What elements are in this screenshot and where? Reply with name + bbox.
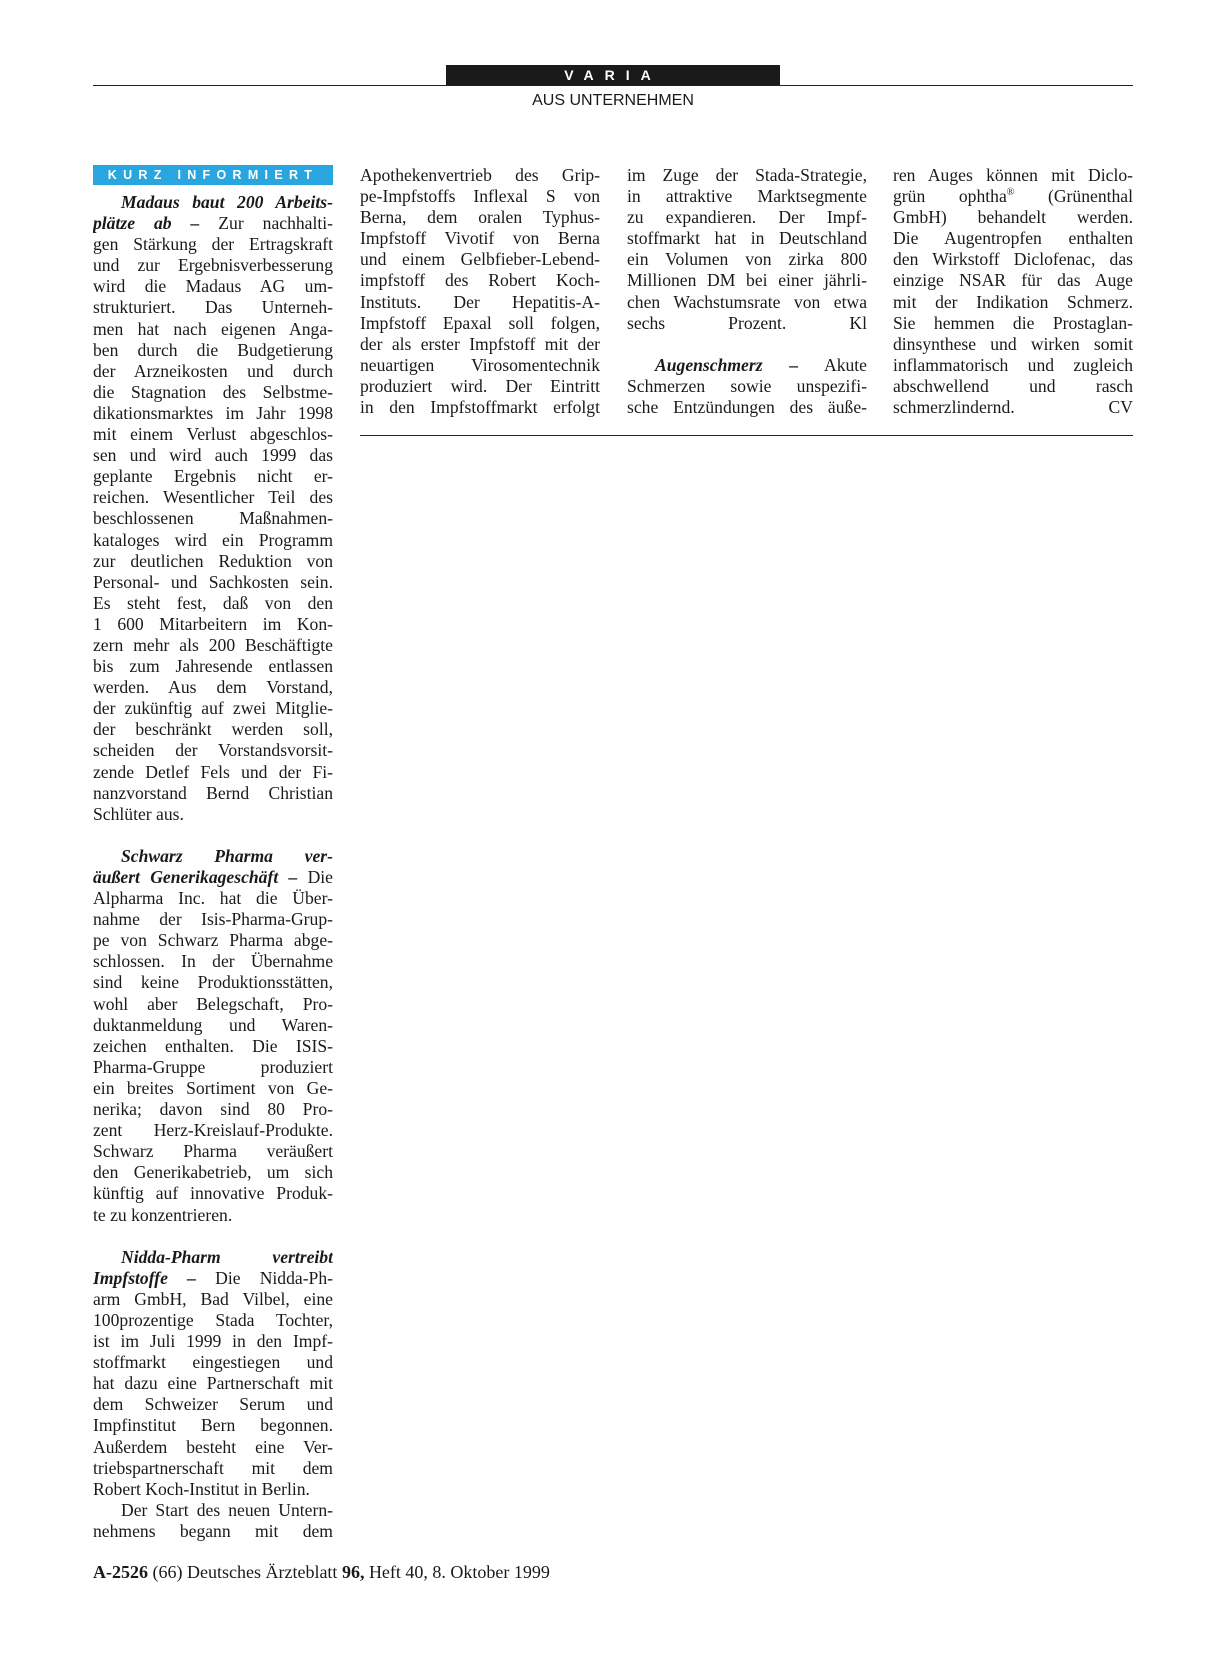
author-initials: Kl xyxy=(849,312,867,333)
body-run: grün ophtha® (Grünenthal xyxy=(893,186,1133,207)
text-line xyxy=(93,1162,333,1183)
body-run: in attraktive Marktsegmente xyxy=(627,186,867,207)
text-line xyxy=(627,165,867,186)
body-run: ein Volumen von zirka 800 xyxy=(627,249,867,270)
body-run: zern mehr als 200 Beschäftigte xyxy=(93,634,333,655)
text-line xyxy=(93,1352,333,1373)
headline-run: Augenschmerz – xyxy=(655,354,799,375)
body-run: der zukünftig auf zwei Mitglie- xyxy=(93,698,333,719)
body-run: im Zuge der Stada-Strategie, xyxy=(627,165,867,185)
text-line xyxy=(93,361,333,382)
body-run: nahme der Isis-Pharma-Grup- xyxy=(93,909,333,930)
footer-issue: Heft 40, 8. Oktober 1999 xyxy=(368,1562,550,1582)
body-run: 1 600 Mitarbeitern im Kon- xyxy=(93,613,333,634)
text-line xyxy=(93,783,333,804)
text-line xyxy=(360,313,600,334)
column-2 xyxy=(360,165,600,418)
body-run: Schlüter aus. xyxy=(93,803,184,824)
text-line xyxy=(93,1289,333,1310)
body-run: Sie hemmen die Prostaglan- xyxy=(893,312,1133,333)
body-run: schmerzlindernd. xyxy=(893,397,1015,418)
subsection-title: AUS UNTERNEHMEN xyxy=(532,92,694,109)
body-run: zende Detlef Fels und der Fi- xyxy=(93,761,333,782)
body-run: und zur Ergebnisverbesserung xyxy=(93,255,333,276)
header-rule xyxy=(93,85,1133,86)
text-line xyxy=(93,508,333,529)
column-4 xyxy=(893,165,1133,418)
body-run: Impfinstitut Bern begonnen. xyxy=(93,1415,333,1436)
kurz-informiert-label: KURZ INFORMIERT xyxy=(93,165,333,185)
body-run: Impfstoff Epaxal soll folgen, xyxy=(360,312,600,333)
text-line xyxy=(93,319,333,340)
text-line xyxy=(93,1437,333,1458)
body-run: reichen. Wesentlicher Teil des xyxy=(93,487,333,508)
text-line xyxy=(360,397,600,418)
text-line xyxy=(93,340,333,361)
text-line xyxy=(93,1373,333,1394)
body-run: strukturiert. Das Unterneh- xyxy=(93,297,333,318)
text-line xyxy=(93,1205,333,1226)
text-line xyxy=(893,376,1133,397)
body-run: einzige NSAR für das Auge xyxy=(893,270,1133,291)
body-run: neuartigen Virosomentechnik xyxy=(360,354,600,375)
body-run: Berna, dem oralen Typhus- xyxy=(360,207,600,228)
text-line xyxy=(93,593,333,614)
body-run: schlossen. In der Übernahme xyxy=(93,951,333,972)
body-run: den Wirkstoff Diclofenac, das xyxy=(893,249,1133,270)
body-run: dikationsmarktes im Jahr 1998 xyxy=(93,402,333,423)
body-run: GmbH) behandelt werden. xyxy=(893,207,1133,228)
body-run: den Generikabetrieb, um sich xyxy=(93,1162,333,1183)
text-line xyxy=(627,355,867,376)
text-line xyxy=(93,846,333,867)
headline-run: Impfstoffe – xyxy=(93,1267,196,1288)
text-line xyxy=(93,951,333,972)
body-run: chen Wachstumsrate von etwa xyxy=(627,291,867,312)
body-run: Millionen DM bei einer jährli- xyxy=(627,270,867,291)
text-line xyxy=(93,1310,333,1331)
body-run: produziert wird. Der Eintritt xyxy=(360,375,600,396)
headline-run: Schwarz Pharma ver- xyxy=(121,845,333,866)
text-line xyxy=(93,740,333,761)
text-line xyxy=(893,207,1133,228)
body-run: sen und wird auch 1999 das xyxy=(93,445,333,466)
body-run: wohl aber Belegschaft, Pro- xyxy=(93,993,333,1014)
text-line xyxy=(93,234,333,255)
text-line xyxy=(93,1479,333,1500)
footer-volume: 96, xyxy=(341,1562,365,1582)
text-line xyxy=(627,270,867,291)
text-line xyxy=(93,276,333,297)
text-line xyxy=(627,313,867,334)
text-line xyxy=(93,297,333,318)
text-line xyxy=(93,698,333,719)
text-line xyxy=(93,1331,333,1352)
body-run: pe-Impfstoffs Inflexal S von xyxy=(360,186,600,207)
body-run: gen Stärkung der Ertragskraft xyxy=(93,234,333,255)
body-run: Robert Koch-Institut in Berlin. xyxy=(93,1478,310,1499)
text-line xyxy=(360,249,600,270)
body-run: kataloges wird ein Programm xyxy=(93,529,333,550)
body-run: geplante Ergebnis nicht er- xyxy=(93,466,333,487)
text-line xyxy=(93,445,333,466)
text-line xyxy=(627,207,867,228)
author-initials: CV xyxy=(1108,397,1133,418)
text-line xyxy=(93,572,333,593)
body-run: Schwarz Pharma veräußert xyxy=(93,1141,333,1162)
body-run: dinsynthese und wirken somit xyxy=(893,333,1133,354)
text-line xyxy=(627,249,867,270)
text-line xyxy=(893,313,1133,334)
body-run: men hat nach eigenen Anga- xyxy=(93,318,333,339)
body-run: stoffmarkt eingestiegen und xyxy=(93,1352,333,1373)
body-run: ben durch die Budgetierung xyxy=(93,339,333,360)
text-line xyxy=(893,355,1133,376)
body-run: wird die Madaus AG um- xyxy=(93,276,333,297)
text-line xyxy=(893,186,1133,207)
text-line xyxy=(627,186,867,207)
text-line xyxy=(93,867,333,888)
column-1 xyxy=(93,165,333,1542)
headline-run: Nidda-Pharm vertreibt xyxy=(121,1246,333,1267)
text-line xyxy=(93,1394,333,1415)
body-run: ein breites Sortiment von Ge- xyxy=(93,1077,333,1098)
text-line xyxy=(93,930,333,951)
text-line xyxy=(93,972,333,993)
body-run: Impfstoff Vivotif von Berna xyxy=(360,228,600,249)
text-line xyxy=(93,403,333,424)
text-line xyxy=(93,614,333,635)
body-run: beschlossenen Maßnahmen- xyxy=(93,508,333,529)
body-run: dem Schweizer Serum und xyxy=(93,1394,333,1415)
body-run: Die Augentropfen enthalten xyxy=(893,228,1133,249)
headline-run: plätze ab – xyxy=(93,213,200,234)
body-run: der Arzneikosten und durch xyxy=(93,360,333,381)
text-line xyxy=(893,165,1133,186)
footer-journal: (66) Deutsches Ärzteblatt xyxy=(152,1562,338,1582)
body-run: arm GmbH, Bad Vilbel, eine xyxy=(93,1288,333,1309)
text-line xyxy=(360,228,600,249)
body-run: die Stagnation des Selbstme- xyxy=(93,381,333,402)
body-run: Die Nidda-Ph- xyxy=(195,1267,333,1288)
body-run: sind keine Produktionsstätten, xyxy=(93,972,333,993)
body-run: nerika; davon sind 80 Pro- xyxy=(93,1099,333,1120)
body-run: nanzvorstand Bernd Christian xyxy=(93,782,333,803)
text-line xyxy=(93,487,333,508)
text-line xyxy=(893,249,1133,270)
text-line xyxy=(93,192,333,213)
text-line xyxy=(360,186,600,207)
body-run: der als erster Impfstoff mit der xyxy=(360,333,600,354)
footer xyxy=(93,1562,550,1583)
text-line xyxy=(93,1458,333,1479)
body-run: Alpharma Inc. hat die Über- xyxy=(93,888,333,909)
text-line xyxy=(627,397,867,418)
text-line xyxy=(93,888,333,909)
headline-run: Madaus baut 200 Arbeits- xyxy=(121,192,333,212)
body-run: ist im Juli 1999 in den Impf- xyxy=(93,1331,333,1352)
body-run: künftig auf innovative Produk- xyxy=(93,1183,333,1204)
text-line xyxy=(93,1415,333,1436)
text-line xyxy=(893,270,1133,291)
body-run: duktanmeldung und Waren- xyxy=(93,1014,333,1035)
end-rule xyxy=(360,435,1133,436)
body-run: triebspartnerschaft mit dem xyxy=(93,1457,333,1478)
column-3 xyxy=(627,165,867,418)
body-run: Außerdem besteht eine Ver- xyxy=(93,1436,333,1457)
body-run: te zu konzentrieren. xyxy=(93,1204,233,1225)
body-run: nehmens begann mit dem xyxy=(93,1520,333,1541)
text-line xyxy=(93,213,333,234)
body-run: zent Herz-Kreislauf-Produkte. xyxy=(93,1120,333,1141)
text-line xyxy=(93,719,333,740)
text-line xyxy=(893,334,1133,355)
text-line xyxy=(93,1521,333,1542)
text-line xyxy=(627,228,867,249)
text-line xyxy=(93,1120,333,1141)
text-line xyxy=(93,909,333,930)
body-run: inflammatorisch und zugleich xyxy=(893,354,1133,375)
body-run: der beschränkt werden soll, xyxy=(93,719,333,740)
text-line xyxy=(93,424,333,445)
text-line xyxy=(93,1099,333,1120)
text-line xyxy=(93,1500,333,1521)
body-run: bis zum Jahresende entlassen xyxy=(93,656,333,677)
text-line xyxy=(360,270,600,291)
body-run: zur deutlichen Reduktion von xyxy=(93,550,333,571)
body-run: sche Entzündungen des äuße- xyxy=(627,397,867,418)
section-bar: VARIA xyxy=(446,65,780,85)
text-line xyxy=(627,376,867,397)
text-line xyxy=(93,466,333,487)
body-run: stoffmarkt hat in Deutschland xyxy=(627,228,867,249)
text-line xyxy=(93,635,333,656)
text-line xyxy=(93,1247,333,1268)
headline-run: äußert Generikageschäft – xyxy=(93,867,298,887)
text-line xyxy=(93,1036,333,1057)
body-run: scheiden der Vorstandsvorsit- xyxy=(93,740,333,761)
body-run: Der Start des neuen Untern- xyxy=(121,1499,333,1520)
body-run: in den Impfstoffmarkt erfolgt xyxy=(360,397,600,418)
body-run: Zur nachhalti- xyxy=(199,213,333,234)
text-line xyxy=(627,292,867,313)
body-run: impfstoff des Robert Koch- xyxy=(360,270,600,291)
body-run: zu expandieren. Der Impf- xyxy=(627,207,867,228)
body-run: werden. Aus dem Vorstand, xyxy=(93,677,333,698)
body-run: Apothekenvertrieb des Grip- xyxy=(360,165,600,185)
body-run: Es steht fest, daß von den xyxy=(93,592,333,613)
text-line xyxy=(360,165,600,186)
body-run: sechs Prozent. xyxy=(627,312,787,333)
text-line xyxy=(360,292,600,313)
text-line xyxy=(93,1057,333,1078)
body-run: mit einem Verlust abgeschlos- xyxy=(93,424,333,445)
text-line xyxy=(93,1141,333,1162)
body-run: Die xyxy=(297,867,333,887)
text-line xyxy=(93,677,333,698)
text-line xyxy=(93,1183,333,1204)
text-line xyxy=(93,255,333,276)
text-line xyxy=(93,551,333,572)
body-run: zeichen enthalten. Die ISIS- xyxy=(93,1035,333,1056)
text-line xyxy=(93,804,333,825)
text-line xyxy=(893,397,1133,418)
body-run: Pharma-Gruppe produziert xyxy=(93,1056,333,1077)
text-line xyxy=(360,355,600,376)
body-run: abschwellend und rasch xyxy=(893,375,1133,396)
body-run: hat dazu eine Partnerschaft mit xyxy=(93,1373,333,1394)
text-line xyxy=(893,292,1133,313)
body-run: Schmerzen sowie unspezifi- xyxy=(627,375,867,396)
text-line xyxy=(360,334,600,355)
body-run: 100prozentige Stada Tochter, xyxy=(93,1309,333,1330)
text-line xyxy=(93,530,333,551)
body-run: mit der Indikation Schmerz. xyxy=(893,291,1133,312)
text-line xyxy=(893,228,1133,249)
body-run: Instituts. Der Hepatitis-A- xyxy=(360,291,600,312)
body-run: Personal- und Sachkosten sein. xyxy=(93,571,333,592)
text-line xyxy=(93,1268,333,1289)
body-run: Akute xyxy=(798,354,867,375)
text-line xyxy=(93,1015,333,1036)
body-run: ren Auges können mit Diclo- xyxy=(893,165,1133,185)
body-run: pe von Schwarz Pharma abge- xyxy=(93,930,333,951)
page-number: A-2526 xyxy=(93,1562,148,1582)
text-line xyxy=(93,994,333,1015)
text-line xyxy=(360,207,600,228)
text-line xyxy=(93,762,333,783)
text-line xyxy=(93,1078,333,1099)
text-line xyxy=(360,376,600,397)
text-line xyxy=(93,382,333,403)
body-run: und einem Gelbfieber-Lebend- xyxy=(360,249,600,270)
text-line xyxy=(93,656,333,677)
